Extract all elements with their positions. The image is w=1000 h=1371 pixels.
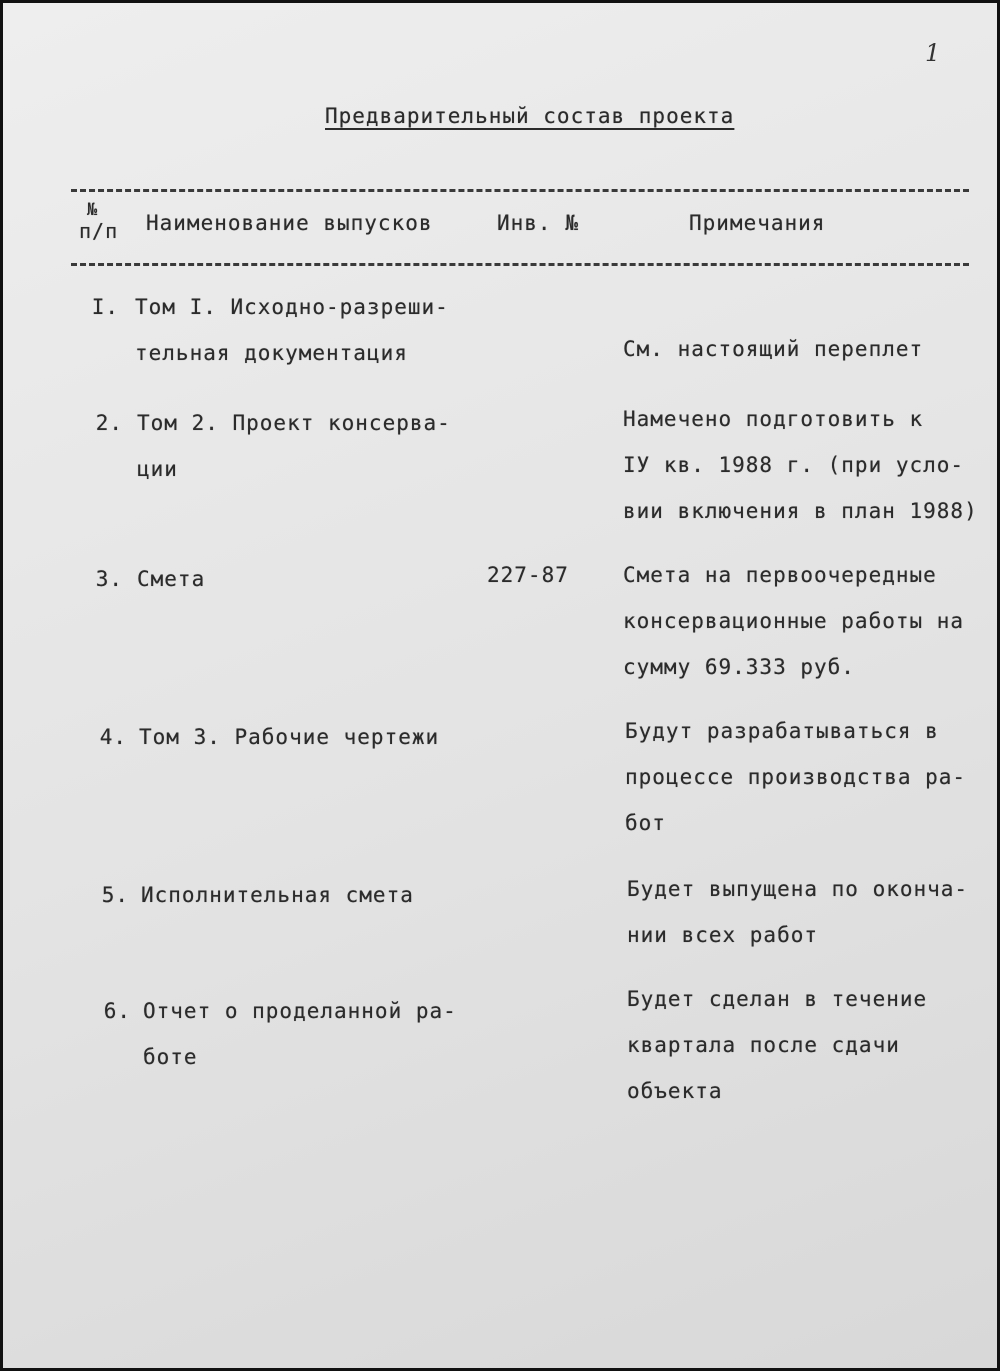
row-notes (623, 552, 983, 690)
header-number-sign: № (87, 200, 99, 220)
header-number (79, 202, 118, 245)
row-notes (623, 326, 983, 372)
row-number: I. (91, 295, 119, 319)
row-name (139, 714, 479, 760)
row-notes-line: Будут разрабатываться в (625, 719, 939, 743)
table-header-rule (71, 263, 969, 266)
row-notes-line: См. настоящий переплет (623, 337, 924, 361)
row-number: 2. (95, 411, 123, 435)
row-notes-line: консервационные работы на (623, 609, 965, 633)
row-name-line: Отчет о проделанной ра- (143, 999, 457, 1023)
row-name (141, 872, 481, 918)
row-notes-line: объекта (627, 1079, 723, 1103)
row-notes-line: Будет выпущена по оконча- (627, 877, 969, 901)
row-name (137, 400, 477, 492)
row-notes-line: IУ кв. 1988 г. (при усло- (623, 453, 965, 477)
row-name-line: ции (137, 457, 178, 481)
row-name-line: боте (143, 1045, 198, 1069)
header-inventory: Инв. № (497, 211, 579, 235)
row-notes-line: сумму 69.333 руб. (623, 655, 855, 679)
row-number: 4. (99, 725, 127, 749)
row-inventory: 227-87 (487, 563, 569, 587)
row-notes-line: вии включения в план 1988) (623, 499, 978, 523)
page-title: Предварительный состав проекта (325, 104, 735, 128)
row-notes-line: процессе производства ра- (625, 765, 967, 789)
row-name-line: Исполнительная смета (141, 883, 414, 907)
row-notes-line: нии всех работ (627, 923, 819, 947)
row-notes-line: Смета на первоочередные (623, 563, 937, 587)
row-name-line: Том I. Исходно-разреши- (135, 295, 449, 319)
row-number: 3. (95, 567, 123, 591)
row-name-line: Смета (137, 567, 206, 591)
row-name-line: тельная документация (135, 341, 408, 365)
row-number: 5. (101, 883, 129, 907)
row-number: 6. (103, 999, 131, 1023)
page-number: 1 (925, 39, 941, 67)
row-notes-line: бот (625, 811, 666, 835)
row-notes (623, 396, 983, 534)
header-notes: Примечания (689, 211, 826, 235)
row-notes (625, 708, 985, 846)
header-name: Наименование выпусков (146, 211, 433, 235)
row-notes-line: Будет сделан в течение (627, 987, 928, 1011)
header-number-label: п/п (79, 219, 119, 243)
row-notes (627, 976, 987, 1114)
row-notes-line: квартала после сдачи (627, 1033, 900, 1057)
row-notes (627, 866, 987, 958)
row-name (135, 284, 475, 376)
row-name-line: Том 2. Проект консерва- (137, 411, 451, 435)
table-top-rule (71, 189, 969, 192)
row-name (137, 556, 477, 602)
row-name (143, 988, 483, 1080)
row-name-line: Том 3. Рабочие чертежи (139, 725, 440, 749)
row-notes-line: Намечено подготовить к (623, 407, 924, 431)
